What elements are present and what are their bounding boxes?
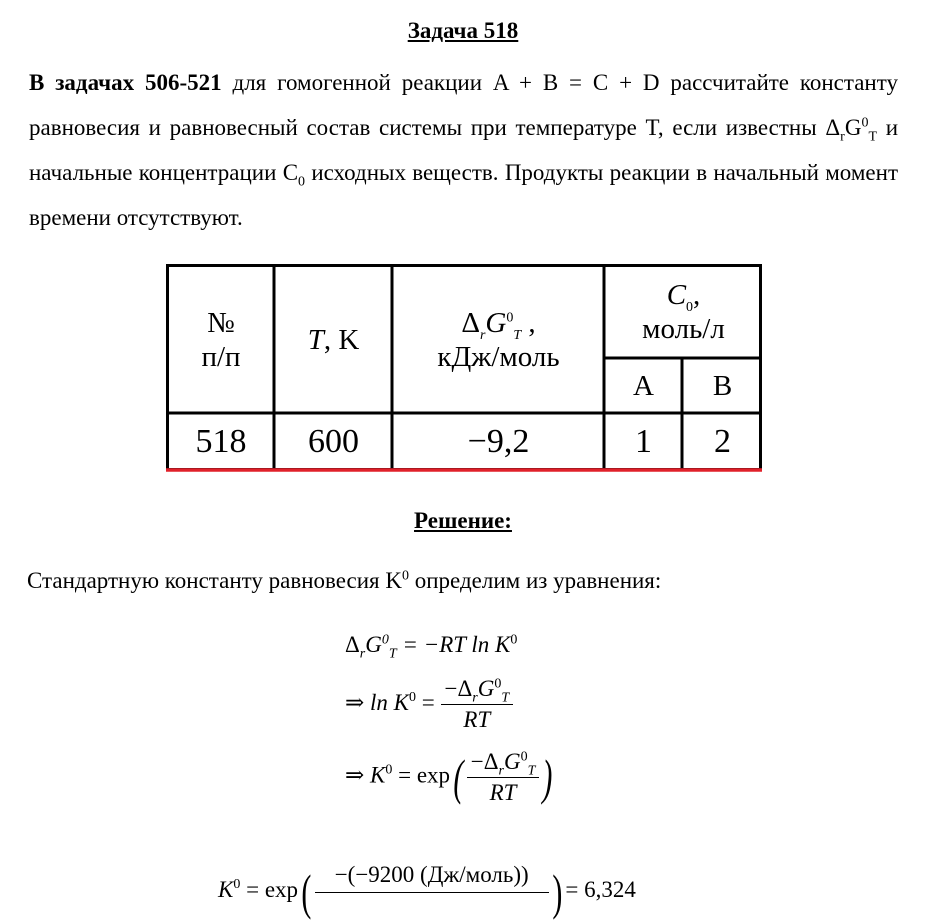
symbol-g: G [844,115,862,140]
cell-temperature: 600 [308,423,359,460]
eq3-left-paren: ( [453,749,464,805]
statement-text: для гомогенной реакции A + B = C + D рассчитайте константу равновесия и равновесный состав системы при температуре T, если известны Δ [29,70,898,140]
eq1-r: r [359,646,366,662]
delta-symbol: Δ [461,306,480,339]
eq4-fraction [315,862,549,921]
eq2-g: G [477,676,495,701]
eq2-denominator: RT [463,707,491,732]
gibbs-sup: 0 [506,309,514,325]
cell-a: 1 [635,423,652,460]
eq4-exp: = exp [240,876,299,902]
solution-title: Решение: [414,508,512,533]
eq1-rhs: = −RT ln K [396,632,511,657]
eq2-equals: = [416,689,441,715]
gibbs-comma: , [521,306,536,339]
eq3-sup2: 0 [520,748,528,764]
eq3-g: G [503,748,521,774]
conc-symbol: C [666,279,687,311]
equation-2 [345,676,513,733]
conc-sub: 0 [686,299,694,315]
data-table [166,264,762,472]
problem-range: В задачах 506-521 [29,70,222,95]
eq3-delta: −Δ [470,748,499,774]
eq3-numerator [467,749,540,778]
equation-1 [345,632,518,662]
eq3-t: T [527,763,536,779]
header-t-unit: , K [323,323,360,356]
eq1-sup: 0 [381,632,389,648]
eq4-numerator: −(−9200 (Дж/моль)) [315,862,549,893]
subscript-0: 0 [298,174,306,190]
cell-number: 518 [195,423,247,460]
eq2-lhs: ⇒ ln K [345,689,410,715]
problem-title: Задача 518 [407,18,519,43]
eq3-denominator: RT [489,779,517,805]
conc-unit: моль/л [642,313,725,345]
superscript-0: 0 [861,115,869,131]
cell-gibbs: −9,2 [467,423,530,460]
eq1-delta: Δ [345,632,360,657]
eq4-k: K [218,876,234,902]
problem-statement [29,60,898,240]
delta-sub-r: r [479,327,486,343]
eq1-sup2: 0 [510,632,518,648]
statement-text-3: исходных веществ. Продукты реакции в начальный момент времени отсутствуют. [29,160,898,230]
eq1-t: T [388,646,397,662]
header-a: A [633,370,654,402]
eq2-t: T [501,690,510,706]
eq2-fraction [441,676,514,733]
eq4-result: = 6,324 [565,876,636,902]
cell-b: 2 [714,423,731,460]
equation-4 [218,862,636,921]
para-sup: 0 [402,568,409,584]
eq4-left-paren: ( [301,863,312,920]
eq4-sup: 0 [233,877,241,893]
eq3-exp: = exp [392,762,451,788]
header-concentration [606,267,761,357]
equation-3 [345,748,556,806]
gibbs-symbol: G [485,306,507,339]
eq2-delta: −Δ [444,676,473,701]
conc-comma: , [693,279,701,311]
subscript-t: T [868,129,878,145]
eq4-right-paren: ) [552,863,563,920]
eq3-fraction [467,749,540,806]
eq3-r: r [498,763,504,779]
eq2-sup2: 0 [494,676,502,692]
header-b: B [712,370,733,402]
gibbs-sub-t: T [513,327,522,343]
gibbs-unit: кДж/моль [437,340,560,373]
eq2-numerator [441,676,514,705]
header-t-symbol: T [307,323,324,356]
para-text-2: определим из уравнения: [409,568,662,593]
statement-text-2: и начальные концентрации C [29,115,898,185]
eq2-r: r [472,690,478,706]
solution-paragraph [27,568,661,594]
eq1-g: G [365,632,382,657]
header-temperature [276,267,391,412]
header-gibbs [394,267,603,412]
header-number: № п/п [201,306,241,373]
eq3-right-paren: ) [542,749,553,805]
eq4-denominator [315,893,549,921]
eq3-sup: 0 [385,762,393,778]
eq3-lhs: ⇒ K [345,762,386,788]
para-text-1: Стандартную константу равновесия K [27,568,402,593]
eq2-sup: 0 [409,690,417,706]
subscript-r: r [840,129,845,145]
